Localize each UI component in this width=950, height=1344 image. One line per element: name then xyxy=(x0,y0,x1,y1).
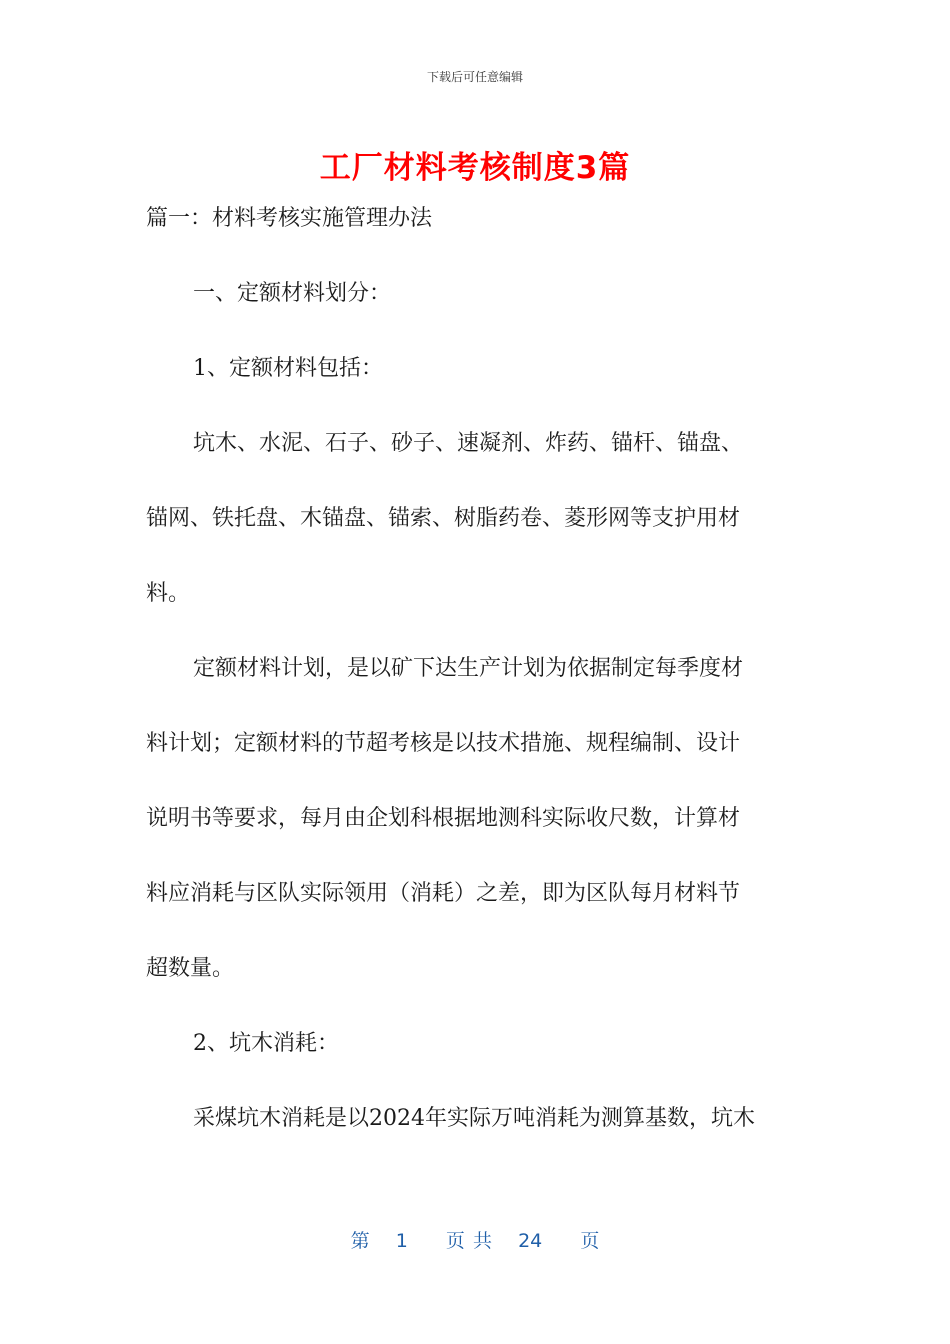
document-title: 工厂材料考核制度3篇 xyxy=(319,150,631,186)
paragraph-line: 料。 xyxy=(146,581,191,606)
paragraph-line: 采煤坑木消耗是以2024年实际万吨消耗为测算基数，坑木 xyxy=(193,1106,755,1131)
paragraph-line: 说明书等要求，每月由企划科根据地测科实际收尺数，计算材 xyxy=(146,806,741,831)
list-item-heading: 1、定额材料包括： xyxy=(193,356,383,381)
paragraph-line: 坑木、水泥、石子、砂子、速凝剂、炸药、锚杆、锚盘、 xyxy=(193,431,744,456)
list-item-heading: 2、坑木消耗： xyxy=(193,1031,339,1056)
paragraph-line: 定额材料计划，是以矿下达生产计划为依据制定每季度材 xyxy=(193,656,744,681)
total-pages: 24 xyxy=(518,1230,543,1252)
page-prefix: 第 xyxy=(350,1230,370,1252)
paragraph-line: 超数量。 xyxy=(146,956,235,981)
header-note: 下载后可任意编辑 xyxy=(426,70,523,84)
page-number: 1 xyxy=(395,1230,408,1252)
page-footer xyxy=(0,1226,950,1253)
page-suffix: 页 xyxy=(580,1230,600,1252)
paragraph-line: 料计划；定额材料的节超考核是以技术措施、规程编制、设计 xyxy=(146,731,741,756)
subsection-heading: 一、定额材料划分： xyxy=(193,281,392,306)
section-heading: 篇一：材料考核实施管理办法 xyxy=(146,206,433,231)
page-mid: 页 共 xyxy=(445,1230,492,1252)
paragraph-line: 锚网、铁托盘、木锚盘、锚索、树脂药卷、菱形网等支护用材 xyxy=(146,506,741,531)
paragraph-line: 料应消耗与区队实际领用（消耗）之差，即为区队每月材料节 xyxy=(146,881,741,906)
